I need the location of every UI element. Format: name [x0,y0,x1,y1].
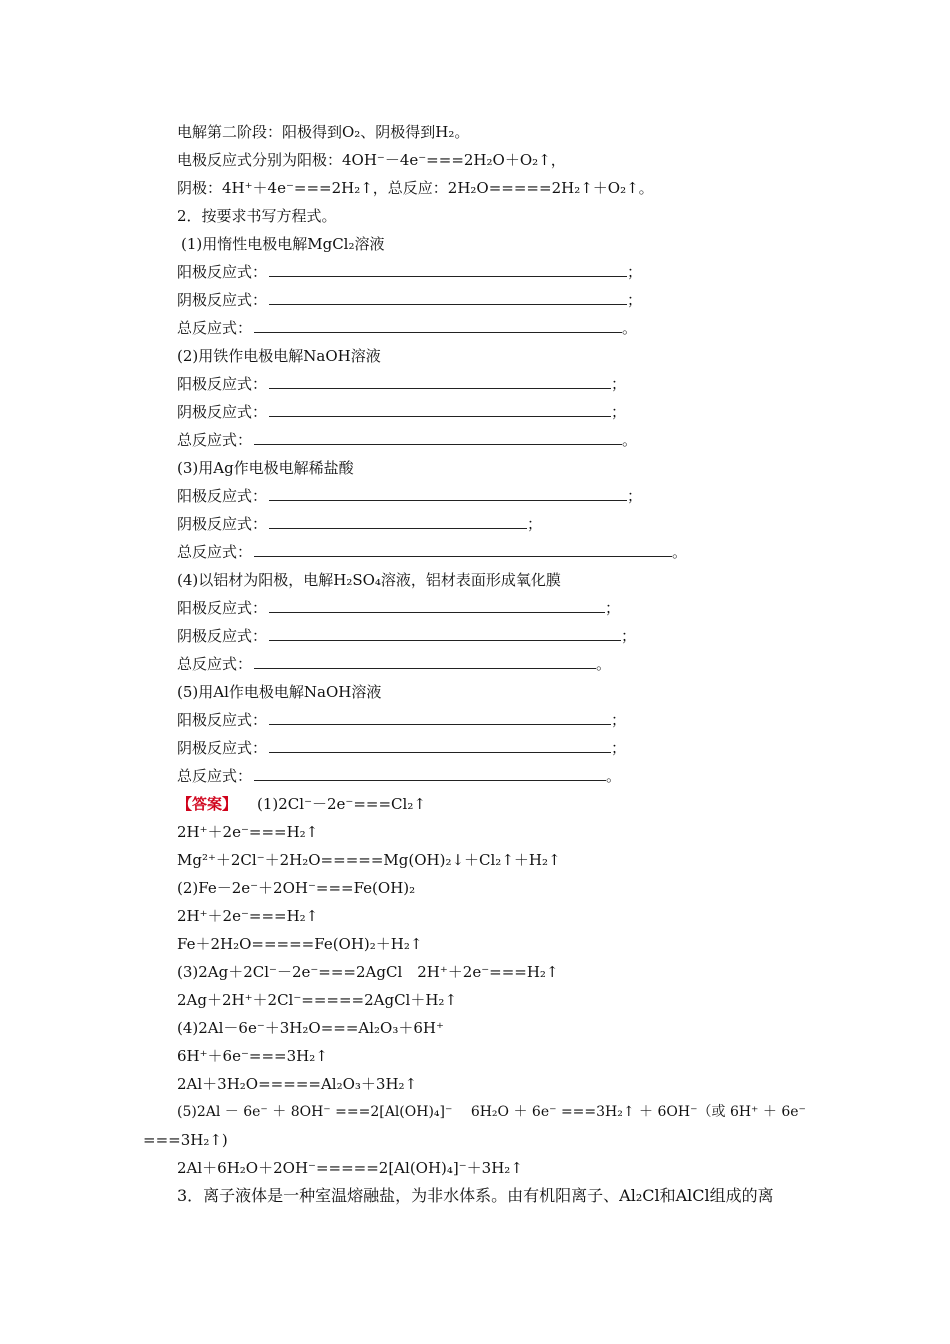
answer-line: 2Al＋3H₂O=====Al₂O₃＋3H₂↑ [177,1075,418,1093]
anode-label: 阳极反应式： [177,487,268,505]
period: 。 [606,767,622,785]
semicolon: ； [605,599,621,617]
period: 。 [672,543,688,561]
answer-blank[interactable] [254,430,622,445]
answer-line: Mg²⁺＋2Cl⁻＋2H₂O=====Mg(OH)₂↓＋Cl₂↑＋H₂↑ [177,851,561,869]
part-4-total-row [177,653,611,675]
anode-label: 阳极反应式： [177,711,268,729]
part-4-anode-row [177,597,620,619]
total-label: 总反应式： [177,431,253,449]
answer-blank[interactable] [254,654,596,669]
stage2-line-1: 电解第二阶段：阳极得到O₂、阴极得到H₂。 [177,123,470,141]
period: 。 [622,431,638,449]
semicolon: ； [621,627,637,645]
question-3-text: 3．离子液体是一种室温熔融盐，为非水体系。由有机阳离子、Al₂Cl和AlCl组成的离 [177,1186,774,1205]
period: 。 [596,655,612,673]
part-1-anode-row [177,261,642,283]
period: 。 [622,319,638,337]
answer-blank[interactable] [269,626,621,641]
answer-line: Fe＋2H₂O=====Fe(OH)₂＋H₂↑ [177,935,423,953]
anode-label: 阳极反应式： [177,263,268,281]
total-label: 总反应式： [177,767,253,785]
part-3-title: (3)用Ag作电极电解稀盐酸 [177,459,354,477]
answer-line: (3)2Ag＋2Cl⁻－2e⁻===2AgCl 2H⁺＋2e⁻===H₂↑ [177,963,559,981]
semicolon: ； [627,263,643,281]
answer-blank[interactable] [254,542,672,557]
answer-blank[interactable] [269,738,611,753]
semicolon: ； [611,375,627,393]
cathode-label: 阴极反应式： [177,739,268,757]
answer-line: 2H⁺＋2e⁻===H₂↑ [177,907,319,925]
part-1-total-row [177,317,637,339]
part-1-title: (1)用惰性电极电解MgCl₂溶液 [181,235,385,253]
part-4-cathode-row [177,625,636,647]
part-2-anode-row [177,373,626,395]
answer-tag: 【答案】 [177,795,238,813]
answer-blank[interactable] [269,374,611,389]
part-5-total-row [177,765,621,787]
part-5-anode-row [177,709,626,731]
anode-label: 阳极反应式： [177,599,268,617]
stage2-line-3: 阴极：4H⁺＋4e⁻===2H₂↑，总反应：2H₂O=====2H₂↑＋O₂↑。 [177,179,654,197]
part-1-cathode-row [177,289,642,311]
part-5-title: (5)用Al作电极电解NaOH溶液 [177,683,382,701]
part-3-total-row [177,541,687,563]
stage2-line-2: 电极反应式分别为阳极：4OH⁻－4e⁻===2H₂O＋O₂↑， [177,151,566,169]
part-2-cathode-row [177,401,626,423]
answer-blank[interactable] [269,290,627,305]
cathode-label: 阴极反应式： [177,515,268,533]
answer-blank[interactable] [269,514,527,529]
answer-line: 6H⁺＋6e⁻===3H₂↑ [177,1047,328,1065]
answer-blank[interactable] [269,402,611,417]
semicolon: ； [611,711,627,729]
semicolon: ； [611,739,627,757]
answer-line: (1)2Cl⁻－2e⁻===Cl₂↑ [257,795,426,813]
total-label: 总反应式： [177,655,253,673]
semicolon: ； [527,515,543,533]
answer-line: ===3H₂↑) [143,1131,228,1149]
answer-blank[interactable] [254,766,606,781]
part-2-title: (2)用铁作电极电解NaOH溶液 [177,347,381,365]
semicolon: ； [611,403,627,421]
answer-line: (2)Fe－2e⁻＋2OH⁻===Fe(OH)₂ [177,879,416,897]
semicolon: ； [627,291,643,309]
answer-line: 2Ag＋2H⁺＋2Cl⁻=====2AgCl＋H₂↑ [177,991,458,1009]
answer-row-1 [177,793,426,815]
anode-label: 阳极反应式： [177,375,268,393]
cathode-label: 阴极反应式： [177,627,268,645]
total-label: 总反应式： [177,319,253,337]
answer-line: (4)2Al－6e⁻＋3H₂O===Al₂O₃＋6H⁺ [177,1019,444,1037]
part-3-anode-row [177,485,642,507]
answer-blank[interactable] [269,262,627,277]
answer-blank[interactable] [269,486,627,501]
part-3-cathode-row [177,513,542,535]
answer-blank[interactable] [269,598,605,613]
answer-line: 2Al＋6H₂O＋2OH⁻=====2[Al(OH)₄]⁻＋3H₂↑ [177,1159,523,1177]
cathode-label: 阴极反应式： [177,403,268,421]
answer-blank[interactable] [254,318,622,333]
answer-line: (5)2Al － 6e⁻ ＋ 8OH⁻ ===2[Al(OH)₄]⁻ 6H₂O ＋ 6e⁻ ===3H₂↑ ＋ 6OH⁻（或 6H⁺ ＋ 6e⁻ [177,1104,806,1120]
question-2-title: 2．按要求书写方程式。 [177,207,337,225]
total-label: 总反应式： [177,543,253,561]
part-4-title: (4)以铝材为阳极，电解H₂SO₄溶液，铝材表面形成氧化膜 [177,571,561,589]
answer-blank[interactable] [269,710,611,725]
part-5-cathode-row [177,737,626,759]
part-2-total-row [177,429,637,451]
answer-line: 2H⁺＋2e⁻===H₂↑ [177,823,319,841]
semicolon: ； [627,487,643,505]
cathode-label: 阴极反应式： [177,291,268,309]
